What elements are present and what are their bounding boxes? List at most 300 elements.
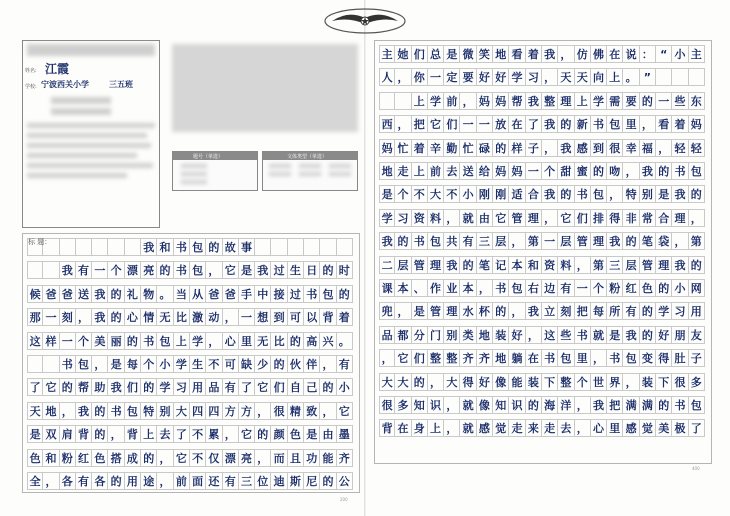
grid-cell: 西 (379, 115, 395, 133)
grid-cell: 搭 (108, 449, 124, 467)
grid-cell: 理 (526, 209, 542, 227)
grid-cell (395, 92, 411, 110)
grid-cell: 的 (92, 402, 108, 420)
grid-cell: 它 (493, 209, 509, 227)
grid-row (379, 92, 705, 110)
grid-cell: 在 (526, 349, 542, 367)
grid-cell: 管 (640, 256, 656, 274)
grid-cell: 一 (92, 261, 108, 279)
grid-cell: ， (575, 419, 591, 437)
grid-cell: 躺 (509, 349, 525, 367)
grid-cell: 别 (444, 326, 460, 344)
grid-cell: 理 (656, 256, 672, 274)
grid-cell: 向 (591, 68, 607, 86)
grid-cell: 齐 (337, 449, 353, 467)
grid-cell: 在 (509, 115, 525, 133)
grid-cell: 资 (412, 209, 428, 227)
grid-cell: 第 (591, 256, 607, 274)
grid-cell: 得 (460, 373, 476, 391)
grid-cell: ， (542, 68, 558, 86)
grid-cell: 的 (493, 302, 509, 320)
grid-cell: 整 (428, 349, 444, 367)
grid-cell: 个 (591, 279, 607, 297)
grid-cell: 能 (509, 373, 525, 391)
grid-cell: 全 (27, 472, 43, 490)
grid-cell: 我 (255, 261, 271, 279)
grid-cell: 帮 (509, 92, 525, 110)
grid-cell: 本 (395, 279, 411, 297)
grid-row (379, 45, 705, 63)
grid-cell: 天 (558, 68, 574, 86)
grid-row (379, 373, 705, 391)
grid-cell: 有 (337, 355, 353, 373)
grid-cell: 上 (141, 425, 157, 443)
grid-cell: 前 (444, 92, 460, 110)
grid-cell: 在 (395, 419, 411, 437)
grid-cell: 是 (607, 326, 623, 344)
grid-cell: 亮 (141, 261, 157, 279)
grid-cell: 我 (141, 238, 157, 256)
grid-cell: 它 (558, 209, 574, 227)
grid-cell: 里 (607, 419, 623, 437)
grid-cell: 我 (76, 402, 92, 420)
grid-cell: 妈 (477, 92, 493, 110)
page-number-right: 400 (692, 466, 700, 471)
grid-cell: 它 (239, 425, 255, 443)
grid-cell: ， (320, 402, 336, 420)
grid-cell: 勤 (444, 139, 460, 157)
grid-cell: 常 (640, 209, 656, 227)
grid-cell: 整 (558, 373, 574, 391)
grid-cell: 助 (92, 378, 108, 396)
student-info-card (22, 40, 160, 228)
grid-cell: 极 (672, 419, 688, 437)
grid-cell: 特 (141, 402, 157, 420)
grid-cell: 有 (623, 302, 639, 320)
grid-cell: ” (640, 68, 656, 86)
grid-cell: 好 (656, 326, 672, 344)
grid-cell (320, 238, 336, 256)
grid-cell: ， (460, 92, 476, 110)
grid-cell: ， (395, 115, 411, 133)
grid-cell: 就 (591, 326, 607, 344)
grid-cell: 书 (412, 232, 428, 250)
grid-cell: 是 (656, 185, 672, 203)
essay-title-label: 标 题： (28, 238, 52, 246)
grid-cell: 到 (591, 139, 607, 157)
grid-cell: 书 (672, 396, 688, 414)
grid-cell: 觉 (640, 419, 656, 437)
grid-cell: 心 (591, 419, 607, 437)
grid-cell (379, 92, 395, 110)
grid-cell: 笔 (640, 232, 656, 250)
grid-cell: 。 (337, 332, 353, 350)
grid-row (379, 185, 705, 203)
grid-cell: 多 (689, 373, 705, 391)
grid-cell (304, 238, 320, 256)
grid-cell: 爸 (206, 285, 222, 303)
grid-cell: 幸 (623, 139, 639, 157)
grid-cell: 不 (190, 425, 206, 443)
grid-cell (76, 238, 92, 256)
grid-cell (288, 238, 304, 256)
grid-cell: 有 (223, 378, 239, 396)
grid-cell: 我 (542, 185, 558, 203)
grid-cell: 学 (428, 92, 444, 110)
grid-cell: 好 (509, 326, 525, 344)
grid-cell: 一 (460, 115, 476, 133)
grid-cell: ， (223, 308, 239, 326)
grid-cell: ， (255, 449, 271, 467)
grid-cell: 齐 (477, 349, 493, 367)
grid-cell: ， (640, 115, 656, 133)
grid-cell: 她 (395, 45, 411, 63)
grid-row (27, 238, 353, 256)
grid-cell: 个 (141, 355, 157, 373)
grid-cell: 是 (239, 261, 255, 279)
grid-cell: 包 (76, 355, 92, 373)
grid-cell: 本 (509, 256, 525, 274)
grid-cell: 我 (640, 162, 656, 180)
grid-cell: ， (108, 425, 124, 443)
grid-cell: 像 (493, 373, 509, 391)
grid-cell: 习 (526, 68, 542, 86)
grid-cell (337, 238, 353, 256)
grid-cell: 微 (460, 45, 476, 63)
grid-row (379, 232, 705, 250)
grid-cell: 习 (174, 378, 190, 396)
grid-cell: 层 (558, 232, 574, 250)
grid-cell: 了 (27, 378, 43, 396)
grid-cell: 合 (526, 185, 542, 203)
grid-cell (125, 238, 141, 256)
grid-cell: 我 (379, 232, 395, 250)
grid-cell: 放 (493, 115, 509, 133)
grid-cell: 多 (395, 396, 411, 414)
grid-cell (672, 68, 688, 86)
grid-cell: 一 (428, 68, 444, 86)
grid-cell: 我 (60, 261, 76, 279)
grid-cell (43, 261, 59, 279)
grid-cell: 我 (444, 256, 460, 274)
grid-cell: 致 (304, 402, 320, 420)
grid-cell: 层 (395, 256, 411, 274)
grid-cell: 包 (623, 349, 639, 367)
grid-cell: 颜 (271, 425, 287, 443)
grid-cell: 比 (271, 332, 287, 350)
grid-cell: 们 (271, 378, 287, 396)
grid-cell: 它 (43, 378, 59, 396)
grid-cell: 整 (542, 92, 558, 110)
grid-cell: 好 (477, 68, 493, 86)
grid-cell: 我 (542, 45, 558, 63)
grid-cell: 装 (526, 373, 542, 391)
grid-cell: 总 (428, 45, 444, 63)
grid-cell: 中 (255, 285, 271, 303)
grid-cell: ， (509, 232, 525, 250)
grid-cell: 了 (526, 115, 542, 133)
grid-cell: 课 (379, 279, 395, 297)
grid-cell: 伴 (304, 355, 320, 373)
grid-cell: 兴 (320, 332, 336, 350)
grid-cell: 它 (395, 349, 411, 367)
grid-cell: ： (640, 45, 656, 63)
grid-cell: 送 (76, 285, 92, 303)
grid-cell: 无 (157, 308, 173, 326)
grid-cell: ， (623, 373, 639, 391)
grid-cell: 网 (689, 279, 705, 297)
grid-cell: 爸 (43, 285, 59, 303)
grid-cell: 层 (493, 232, 509, 250)
grid-cell: 业 (444, 279, 460, 297)
grid-cell: 满 (640, 396, 656, 414)
grid-cell: 四 (190, 402, 206, 420)
grid-cell: 学 (190, 332, 206, 350)
grid-cell: 你 (412, 68, 428, 86)
grid-cell: 且 (288, 449, 304, 467)
grid-cell: 学 (157, 378, 173, 396)
grid-cell: 肩 (60, 425, 76, 443)
grid-row (27, 425, 353, 443)
grid-cell: 的 (271, 355, 287, 373)
grid-cell: 里 (623, 115, 639, 133)
grid-cell: 我 (672, 256, 688, 274)
grid-cell: 水 (460, 302, 476, 320)
grid-cell: 世 (591, 373, 607, 391)
grid-cell: 还 (206, 472, 222, 490)
grid-cell: 我 (672, 185, 688, 203)
grid-cell: 排 (591, 209, 607, 227)
grid-cell: 妈 (689, 115, 705, 133)
grid-cell: 想 (255, 308, 271, 326)
grid-cell: 上 (412, 162, 428, 180)
grid-cell: 的 (558, 115, 574, 133)
grid-cell: 把 (607, 396, 623, 414)
grid-cell: 的 (92, 425, 108, 443)
page-number-left: 200 (340, 497, 348, 502)
grid-cell: ， (558, 45, 574, 63)
student-name: 江霞 (45, 62, 70, 76)
grid-cell: 朋 (672, 326, 688, 344)
grid-cell: 是 (444, 45, 460, 63)
grid-cell: 碌 (477, 139, 493, 157)
grid-cell: 动 (206, 308, 222, 326)
grid-cell: 的 (558, 185, 574, 203)
grid-cell: 好 (493, 68, 509, 86)
grid-cell: 样 (43, 332, 59, 350)
grid-cell: 墨 (337, 425, 353, 443)
grid-cell: 色 (92, 449, 108, 467)
grid-cell (92, 238, 108, 256)
grid-cell: 书 (141, 332, 157, 350)
grid-cell: 我 (542, 115, 558, 133)
grid-cell: 美 (92, 332, 108, 350)
grid-cell: 佛 (591, 45, 607, 63)
grid-cell: 用 (190, 378, 206, 396)
grid-cell: 的 (141, 378, 157, 396)
grid-cell: 上 (428, 419, 444, 437)
grid-cell: 个 (108, 261, 124, 279)
grid-cell: 不 (412, 185, 428, 203)
grid-cell: 包 (320, 285, 336, 303)
grid-cell: 所 (607, 302, 623, 320)
grid-cell: 不 (190, 449, 206, 467)
grid-cell: 样 (509, 139, 525, 157)
grid-cell: 接 (271, 285, 287, 303)
grid-cell: 立 (542, 302, 558, 320)
grid-cell: 门 (428, 326, 444, 344)
grid-cell: 个 (542, 162, 558, 180)
grid-cell: 分 (412, 326, 428, 344)
grid-cell: 看 (656, 115, 672, 133)
grid-cell: 管 (509, 209, 525, 227)
grid-cell: 学 (379, 209, 395, 227)
grid-cell: ， (542, 139, 558, 157)
grid-cell: 蜜 (575, 162, 591, 180)
grid-cell: 我 (623, 326, 639, 344)
grid-cell: ， (428, 373, 444, 391)
grid-cell: 能 (320, 449, 336, 467)
grid-cell: 红 (76, 449, 92, 467)
grid-cell: 小 (460, 185, 476, 203)
grid-cell: 着 (337, 308, 353, 326)
grid-cell: 累 (206, 425, 222, 443)
grid-cell: 的 (412, 373, 428, 391)
grid-cell: 理 (428, 256, 444, 274)
grid-cell: 了 (174, 425, 190, 443)
grid-cell: 妈 (509, 162, 525, 180)
grid-cell: 肚 (672, 349, 688, 367)
grid-cell: 小 (337, 378, 353, 396)
grid-row (379, 139, 705, 157)
grid-cell: 书 (672, 162, 688, 180)
grid-cell: 过 (271, 261, 287, 279)
grid-cell: 地 (477, 326, 493, 344)
school-label: 学校: (25, 84, 37, 90)
grid-cell: 的 (493, 139, 509, 157)
grid-cell: 们 (412, 349, 428, 367)
grid-cell: 要 (460, 68, 476, 86)
grid-cell: ， (60, 402, 76, 420)
grid-cell: 用 (125, 472, 141, 490)
grid-cell: 的 (141, 449, 157, 467)
grid-cell: 们 (412, 45, 428, 63)
grid-cell: 背 (379, 419, 395, 437)
grid-cell: 子 (526, 139, 542, 157)
grid-cell: 三 (239, 472, 255, 490)
grid-cell: 是 (108, 355, 124, 373)
grid-row (27, 449, 353, 467)
grid-cell: ， (223, 425, 239, 443)
grid-cell: 们 (125, 378, 141, 396)
grid-cell: 每 (125, 355, 141, 373)
grid-cell: 色 (640, 279, 656, 297)
grid-cell: 的 (640, 92, 656, 110)
grid-cell: 大 (174, 402, 190, 420)
grid-cell: 一 (526, 162, 542, 180)
grid-cell: 书 (575, 326, 591, 344)
grid-cell: 的 (157, 261, 173, 279)
grid-cell: 以 (304, 308, 320, 326)
grid-cell: 三 (477, 232, 493, 250)
grid-cell: 有 (558, 279, 574, 297)
grid-cell (60, 238, 76, 256)
grid-cell: 粉 (60, 449, 76, 467)
grid-cell: 看 (509, 45, 525, 63)
grid-cell: 大 (395, 373, 411, 391)
grid-cell: 识 (509, 396, 525, 414)
grid-cell: ， (395, 68, 411, 86)
grid-cell: 得 (656, 349, 672, 367)
grid-cell: 感 (623, 419, 639, 437)
grid-cell: 故 (223, 238, 239, 256)
grid-cell: 就 (460, 396, 476, 414)
grid-cell: 说 (623, 45, 639, 63)
grid-cell: 的 (60, 378, 76, 396)
grid-cell: 作 (428, 279, 444, 297)
grid-cell (271, 238, 287, 256)
grid-cell: 面 (190, 472, 206, 490)
grid-cell: 它 (255, 378, 271, 396)
grid-cell: ， (76, 308, 92, 326)
grid-cell: “ (656, 45, 672, 63)
grid-row (27, 261, 353, 279)
grid-cell: 别 (640, 185, 656, 203)
grid-cell: 忙 (460, 139, 476, 157)
grid-cell: 不 (206, 355, 222, 373)
grid-cell: 的 (288, 332, 304, 350)
grid-cell: 记 (493, 256, 509, 274)
grid-cell: 它 (428, 115, 444, 133)
grid-cell: 的 (640, 326, 656, 344)
grid-cell: 洋 (558, 396, 574, 414)
grid-cell: 了 (689, 419, 705, 437)
grid-cell: 身 (412, 419, 428, 437)
grid-cell: 从 (190, 285, 206, 303)
grid-cell: 的 (640, 302, 656, 320)
grid-cell: 比 (174, 308, 190, 326)
grid-cell: 包 (558, 349, 574, 367)
grid-cell: ， (444, 209, 460, 227)
grid-cell: 整 (444, 349, 460, 367)
grid-cell: 我 (92, 308, 108, 326)
grid-cell: ， (607, 185, 623, 203)
grid-cell: 各 (60, 472, 76, 490)
grid-cell: 背 (76, 425, 92, 443)
grid-cell: 把 (575, 302, 591, 320)
grid-cell: ， (206, 332, 222, 350)
grid-cell: ， (672, 232, 688, 250)
grid-cell: 有 (76, 261, 92, 279)
grid-cell: 心 (223, 332, 239, 350)
grid-cell: 兜 (379, 302, 395, 320)
grid-cell: 资 (542, 256, 558, 274)
grid-cell: 生 (190, 355, 206, 373)
grid-row (27, 332, 353, 350)
grid-cell: 包 (125, 402, 141, 420)
grid-cell: 好 (477, 373, 493, 391)
grid-cell: 吻 (607, 162, 623, 180)
grid-cell: 包 (157, 332, 173, 350)
grid-cell: 里 (239, 332, 255, 350)
grid-cell: 得 (607, 209, 623, 227)
grid-row (379, 326, 705, 344)
grid-cell: 四 (206, 402, 222, 420)
grid-cell: 是 (27, 425, 43, 443)
grid-cell: 笔 (477, 256, 493, 274)
grid-cell: 刻 (60, 308, 76, 326)
grid-cell: ， (157, 449, 173, 467)
